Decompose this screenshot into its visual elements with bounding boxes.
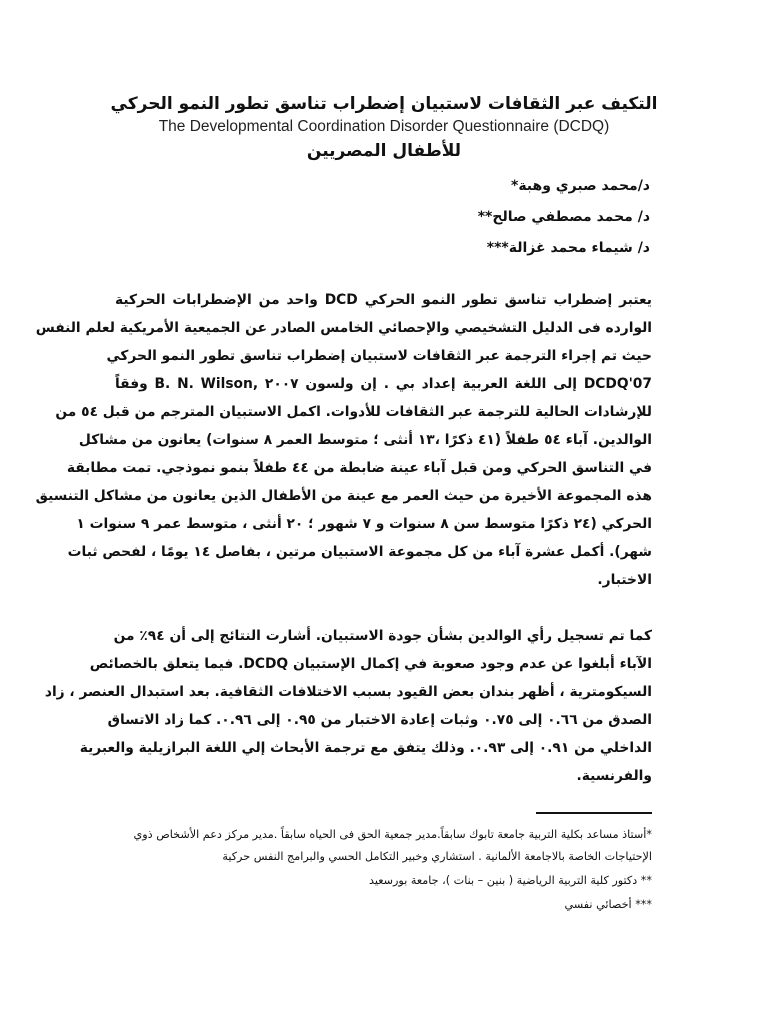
footnotes [110,824,652,916]
paragraph-line: الصدق من ٠.٦٦ إلى ٠.٧٥ وثبات إعادة الاختبار من ٠.٩٥ إلى ٠.٩٦. كما زاد الاتساق [107,712,652,728]
abstract-paragraph-2 [44,622,652,790]
authors-list [250,174,650,267]
paragraph-line: في التناسق الحركي ومن قبل آباء عينة ضابطة من ٤٤ طفلاً بنمو نموذجي. تمت مطابقة [66,460,652,476]
paragraph-line: والفرنسية. [576,768,652,784]
title-arabic-subtitle: للأطفال المصريين [306,141,462,161]
author-1: د/محمد صبري وهبة* [511,178,650,194]
footnote-separator [536,812,652,814]
title-block [100,92,668,164]
title-english: The Developmental Coordination Disorder Questionnaire (DCDQ) [158,118,610,135]
author-2: د/ محمد مصطفي صالح** [477,209,650,225]
paragraph-line: السيكومترية ، أظهر بندان بعض القيود بسبب الاختلافات الثقافية. بعد استبدال العنصر ، زاد [44,684,652,700]
footnote-2: ** دكتور كلية التربية الرياضية ( بنين – بنات )، جامعة بورسعيد [369,874,652,887]
paragraph-line: للإرشادات الحالية للترجمة عبر الثقافات للأدوات. اكمل الاستبيان المترجم من قبل ٥٤ من [55,404,652,420]
paragraph-line: الاختبار. [597,572,652,588]
footnote-1-line-1: *أستاذ مساعد بكلية التربية جامعة تابوك سابقاً.مدير جمعية الحق فى الحياه سابقاً .مدير مركز دعم الأشخاص ذوي [133,828,652,841]
paragraph-line: حيث تم إجراء الترجمة عبر الثقافات لاستبيان إضطراب تناسق تطور النمو الحركي [106,348,652,364]
paragraph-line: الوالدين. آباء ٥٤ طفلاً (٤١ ذكرًا ،١٣ أنثى ؛ متوسط العمر ٨ سنوات) يعانون من مشاكل [78,432,652,448]
paragraph-line: الحركي (٢٤ ذكرًا متوسط سن ٨ سنوات و ٧ شهور ؛ ٢٠ أنثى ، متوسط عمر ٩ سنوات ١ [76,516,652,532]
title-arabic: التكيف عبر الثقافات لاستبيان إضطراب تناسق تطور النمو الحركي [110,94,658,114]
paragraph-line: DCDQ'07 إلى اللغة العربية إعداد بي . إن ولسون ٢٠٠٧ ,B. N. Wilson وفقاً [115,376,653,392]
paragraph-line: الوارده فى الدليل التشخيصي والإحصائي الخامس الصادر عن الجميعية الأمريكية لعلم النفس [35,320,652,336]
abstract-paragraph-1 [35,286,653,594]
paragraph-line: الآباء أبلغوا عن عدم وجود صعوبة في إكمال الإستبيان DCDQ. فيما يتعلق بالخصائص [89,656,652,672]
paragraph-line: الداخلي من ٠.٩١ إلى ٠.٩٣. وذلك يتفق مع ترجمة الأبحاث إلي اللغة البرازيلية والعبرية [79,740,652,756]
paragraph-line: هذه المجموعة الأخيرة من حيث العمر مع عينة من الأطفال الذين يعانون من مشاكل التنسيق [35,488,652,504]
author-3: د/ شيماء محمد غزالة*** [486,240,650,256]
paragraph-line: شهر). أكمل عشرة آباء من كل مجموعة الاستبيان مرتين ، بفاصل ١٤ يومًا ، لفحص ثبات [67,544,652,560]
footnote-1-line-2: الإحتياجات الخاصة بالاجامعة الألمانية . استشاري وخبير التكامل الحسي والبرامج النفس حركية [222,850,652,863]
paragraph-line: كما تم تسجيل رأي الوالدين بشأن جودة الاستبيان. أشارت النتائج إلى أن ٩٤٪ من [113,628,652,644]
footnote-3: *** أخصائي نفسي [564,898,652,911]
paragraph-line: يعتبر إضطراب تناسق تطور النمو الحركي DCD واحد من الإضطرابات الحركية [115,292,652,308]
